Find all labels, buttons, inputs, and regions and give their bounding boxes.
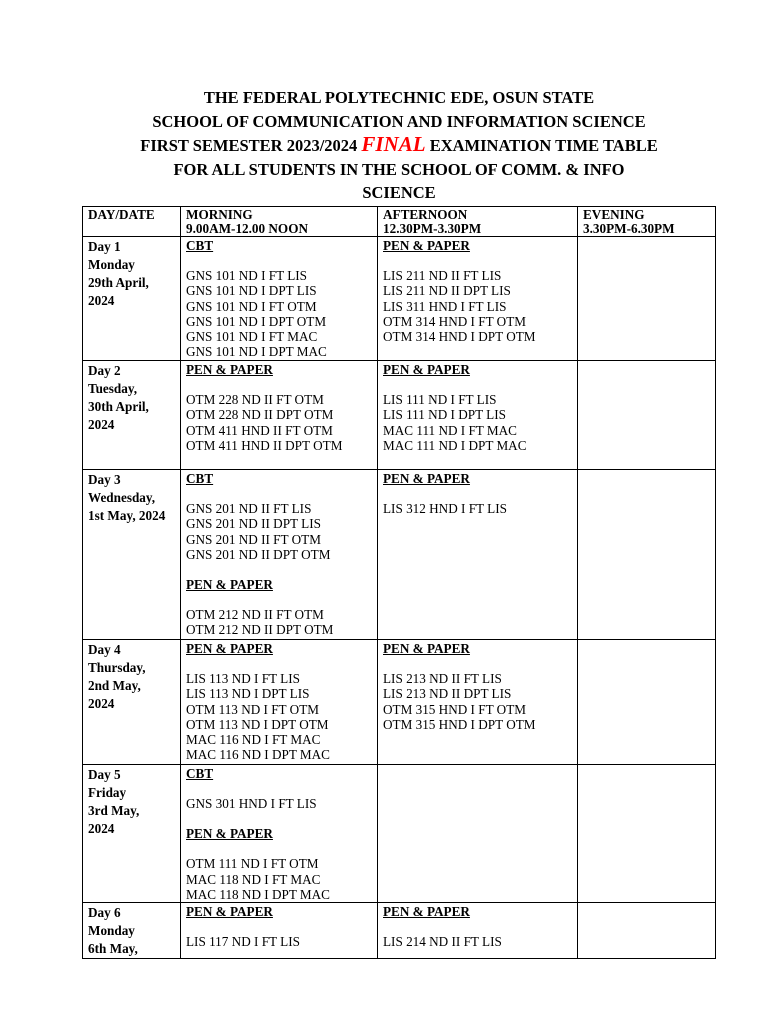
course-entry: LIS 213 ND II DPT LIS xyxy=(383,686,512,702)
course-entry: GNS 101 ND I FT MAC xyxy=(186,329,318,345)
day-date-line: Day 3 xyxy=(88,472,121,487)
exam-mode-title: PEN & PAPER xyxy=(383,471,470,486)
exam-mode-title: PEN & PAPER xyxy=(186,826,273,842)
spacer xyxy=(186,781,372,796)
course-entry: GNS 201 ND II FT OTM xyxy=(186,531,321,547)
spacer xyxy=(186,656,372,671)
spacer xyxy=(383,656,572,671)
course-entry: LIS 211 ND II FT LIS xyxy=(383,268,502,283)
morning-cell xyxy=(181,237,378,361)
course-entry: LIS 211 ND II DPT LIS xyxy=(383,283,511,299)
day-date-line: 30th April, xyxy=(88,399,149,414)
course-entry: LIS 311 HND I FT LIS xyxy=(383,298,507,314)
day-date-line: 2024 xyxy=(88,293,115,308)
course-entry: OTM 111 ND I FT OTM xyxy=(186,856,319,872)
course-entry: LIS 214 ND II FT LIS xyxy=(383,934,502,950)
course-entry: GNS 201 ND II DPT OTM xyxy=(186,546,331,562)
course-entry: OTM 315 HND I DPT OTM xyxy=(383,716,536,732)
title-line-audience: FOR ALL STUDENTS IN THE SCHOOL OF COMM. & INFO xyxy=(173,159,625,179)
day-date-line: 2nd May, xyxy=(88,678,141,693)
afternoon-cell xyxy=(378,640,578,765)
course-entry: MAC 118 ND I DPT MAC xyxy=(186,886,330,902)
day-date-line: Day 5 xyxy=(88,767,121,782)
header-evening: EVENING 3.30PM-6.30PM xyxy=(578,207,716,237)
day-date-cell xyxy=(83,903,181,959)
header-morning: MORNING 9.00AM-12.00 NOON xyxy=(181,207,378,237)
day-date-line: 1st May, 2024 xyxy=(88,508,166,523)
course-entry: MAC 116 ND I FT MAC xyxy=(186,732,321,748)
course-entry: OTM 212 ND II FT OTM xyxy=(186,607,324,623)
course-entry: OTM 314 HND I FT OTM xyxy=(383,313,526,329)
course-entry: MAC 111 ND I FT MAC xyxy=(383,422,517,438)
afternoon-cell xyxy=(378,903,578,959)
spacer xyxy=(186,377,372,392)
header-daydate: DAY/DATE xyxy=(83,207,181,237)
exam-mode-title: CBT xyxy=(186,471,214,486)
day-date-line: Friday xyxy=(88,785,127,800)
course-entry: MAC 118 ND I FT MAC xyxy=(186,871,321,887)
course-entry: LIS 113 ND I FT LIS xyxy=(186,671,300,686)
afternoon-cell xyxy=(378,237,578,361)
day-date-line: Day 1 xyxy=(88,239,121,254)
table-row xyxy=(83,470,716,640)
table-row xyxy=(83,237,716,361)
day-date-cell xyxy=(83,237,181,361)
spacer xyxy=(186,253,372,268)
morning-cell xyxy=(181,470,378,640)
day-date-line: Thursday, xyxy=(88,660,146,675)
course-entry: GNS 201 ND II DPT LIS xyxy=(186,516,321,532)
title-line-audience-cont: SCIENCE xyxy=(362,183,436,202)
spacer xyxy=(186,841,372,856)
course-entry: MAC 111 ND I DPT MAC xyxy=(383,437,527,453)
course-entry: OTM 411 HND II FT OTM xyxy=(186,422,333,438)
day-date-line: Tuesday, xyxy=(88,381,137,396)
morning-cell xyxy=(181,765,378,903)
exam-mode-title: PEN & PAPER xyxy=(383,238,470,253)
course-entry: OTM 314 HND I DPT OTM xyxy=(383,329,536,345)
course-entry: LIS 117 ND I FT LIS xyxy=(186,934,300,950)
evening-cell xyxy=(578,470,716,640)
course-entry: LIS 312 HND I FT LIS xyxy=(383,501,507,516)
evening-cell xyxy=(578,237,716,361)
evening-cell xyxy=(578,361,716,470)
course-entry: GNS 101 ND I FT LIS xyxy=(186,268,308,283)
title-final-word: FINAL xyxy=(361,132,426,156)
evening-cell xyxy=(578,765,716,903)
title-line-school: SCHOOL OF COMMUNICATION AND INFORMATION SCIENCE xyxy=(152,111,646,131)
exam-mode-title: CBT xyxy=(186,766,214,781)
spacer xyxy=(186,919,372,934)
course-entry: OTM 228 ND II FT OTM xyxy=(186,392,324,407)
course-entry: GNS 101 ND I FT OTM xyxy=(186,298,317,314)
exam-mode-title: PEN & PAPER xyxy=(186,641,273,656)
morning-cell xyxy=(181,903,378,959)
day-date-line: 3rd May, xyxy=(88,803,140,818)
afternoon-cell xyxy=(378,361,578,470)
table-row xyxy=(83,361,716,470)
title-line-institution: THE FEDERAL POLYTECHNIC EDE, OSUN STATE xyxy=(203,88,595,107)
course-entry: GNS 301 HND I FT LIS xyxy=(186,796,317,811)
course-entry: OTM 228 ND II DPT OTM xyxy=(186,407,334,423)
spacer xyxy=(186,592,372,607)
course-entry: LIS 113 ND I DPT LIS xyxy=(186,686,310,702)
course-entry: MAC 116 ND I DPT MAC xyxy=(186,747,330,763)
afternoon-cell xyxy=(378,765,578,903)
day-date-line: Wednesday, xyxy=(88,490,156,505)
exam-mode-title: PEN & PAPER xyxy=(186,577,273,593)
title-semester-pre: FIRST SEMESTER 2023/2024 xyxy=(140,136,358,155)
exam-mode-title: PEN & PAPER xyxy=(186,904,273,920)
day-date-cell xyxy=(83,470,181,640)
afternoon-cell xyxy=(378,470,578,640)
header-afternoon: AFTERNOON 12.30PM-3.30PM xyxy=(378,207,578,237)
morning-cell xyxy=(181,361,378,470)
table-row xyxy=(83,765,716,903)
course-entry: OTM 113 ND I DPT OTM xyxy=(186,716,329,732)
table-row xyxy=(83,640,716,765)
course-entry: OTM 113 ND I FT OTM xyxy=(186,701,319,717)
day-date-line: 29th April, xyxy=(88,275,149,290)
day-date-line: Day 6 xyxy=(88,905,121,921)
evening-cell xyxy=(578,640,716,765)
exam-mode-title: PEN & PAPER xyxy=(383,904,470,920)
course-entry: GNS 101 ND I DPT OTM xyxy=(186,313,327,329)
exam-mode-title: PEN & PAPER xyxy=(186,362,273,377)
table-row xyxy=(83,903,716,959)
morning-cell xyxy=(181,640,378,765)
spacer xyxy=(383,253,572,268)
exam-mode-title: PEN & PAPER xyxy=(383,641,470,656)
course-entry: LIS 111 ND I FT LIS xyxy=(383,392,497,407)
title-semester-post: EXAMINATION TIME TABLE xyxy=(429,136,658,155)
day-date-cell xyxy=(83,640,181,765)
day-date-line: 6th May, xyxy=(88,941,138,957)
evening-cell xyxy=(578,903,716,959)
day-date-line: 2024 xyxy=(88,696,115,711)
spacer xyxy=(383,377,572,392)
spacer xyxy=(186,562,372,577)
day-date-line: Monday xyxy=(88,923,135,939)
document-title xyxy=(82,86,716,205)
title-line-semester xyxy=(82,133,716,158)
course-entry: LIS 213 ND II FT LIS xyxy=(383,671,502,686)
day-date-line: 2024 xyxy=(88,821,115,836)
course-entry: GNS 101 ND I DPT MAC xyxy=(186,344,327,360)
course-entry: OTM 212 ND II DPT OTM xyxy=(186,622,334,638)
day-date-line: Day 4 xyxy=(88,642,121,657)
spacer xyxy=(383,919,572,934)
exam-mode-title: CBT xyxy=(186,238,214,253)
exam-timetable xyxy=(82,206,716,959)
course-entry: LIS 111 ND I DPT LIS xyxy=(383,407,506,423)
day-date-line: Day 2 xyxy=(88,363,121,378)
day-date-line: Monday xyxy=(88,257,135,272)
day-date-cell xyxy=(83,361,181,470)
timetable-header-row xyxy=(83,207,716,237)
course-entry: OTM 315 HND I FT OTM xyxy=(383,701,526,717)
spacer xyxy=(383,486,572,501)
day-date-cell xyxy=(83,765,181,903)
spacer xyxy=(186,486,372,501)
course-entry: OTM 411 HND II DPT OTM xyxy=(186,437,343,453)
course-entry: GNS 201 ND II FT LIS xyxy=(186,501,312,516)
course-entry: GNS 101 ND I DPT LIS xyxy=(186,283,317,299)
day-date-line: 2024 xyxy=(88,417,115,432)
exam-mode-title: PEN & PAPER xyxy=(383,362,470,377)
spacer xyxy=(186,811,372,826)
